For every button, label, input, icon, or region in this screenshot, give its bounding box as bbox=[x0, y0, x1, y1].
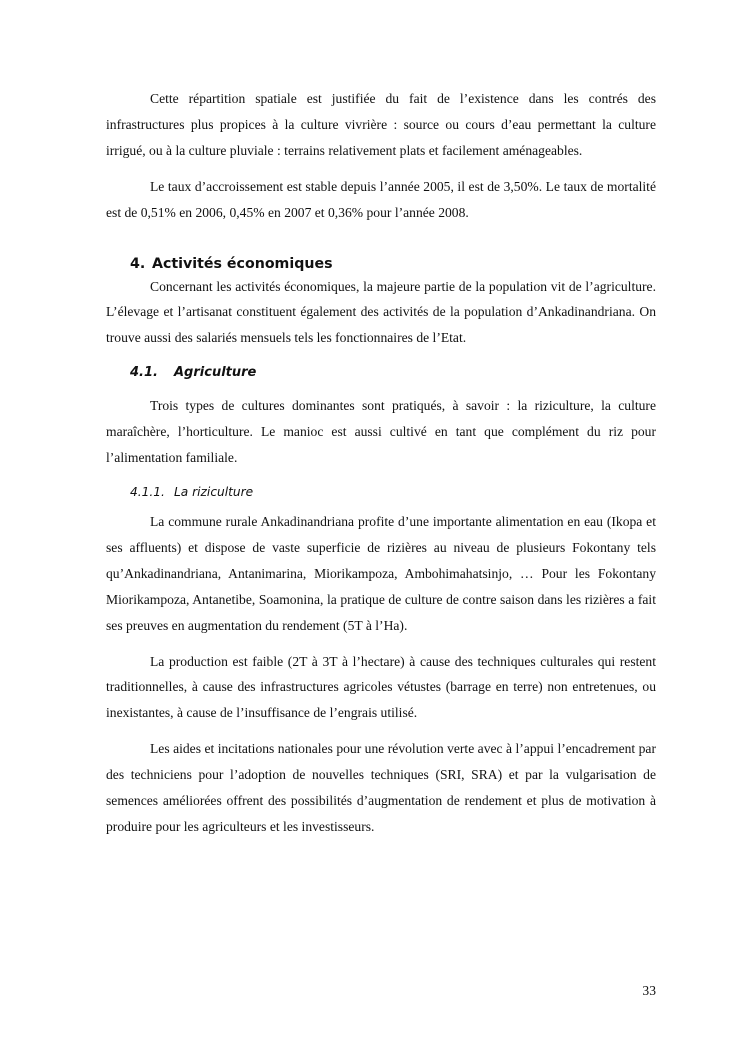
intro-paragraph-1: Cette répartition spatiale est justifiée du fait de l’existence dans les contrés des infrastructures plus propices à la culture vivrière : source ou cours d’eau permettant la culture irrigué, ou à la culture pluviale : terrains relativement plats et facilement aménageables. bbox=[106, 91, 656, 158]
riziculture-paragraph-1: La commune rurale Ankadinandriana profite d’une importante alimentation en eau (Ikopa et ses affluents) et dispose de vaste superficie de rizières au niveau de plusieurs Fokontany tels qu’Ankadinandriana, Antanimarina, Miorikampoza, Ambohimahatsinjo, … Pour les Fokontany Miorikampoza, Antanetibe, Soamonina, la pratique de culture de contre saison dans les rizières a fait ses preuves en augmentation du rendement (5T à l’Ha). bbox=[106, 513, 656, 633]
section-heading-activites bbox=[106, 254, 656, 274]
riziculture-paragraph-2: La production est faible (2T à 3T à l’hectare) à cause des techniques culturales qui restent traditionnelles, à cause des infrastructures agricoles vétustes (barrage en terre) non entretenues, ou inexistantes, à cause de l’insuffisance de l’engrais utilisé. bbox=[106, 653, 656, 721]
section-title: Activités économiques bbox=[152, 255, 333, 272]
section-number: 4. bbox=[130, 255, 146, 272]
riziculture-paragraph-3: Les aides et incitations nationales pour une révolution verte avec à l’appui l’encadrement par des techniciens pour l’adoption de nouvelles techniques (SRI, SRA) et par la vulgarisation de semences améliorées offrent des possibilités d’augmentation de rendement et plus de motivation à produire pour les agriculteurs et les investisseurs. bbox=[106, 741, 656, 834]
subsubsection-title: La riziculture bbox=[174, 484, 254, 499]
subsection-title: Agriculture bbox=[174, 365, 257, 381]
subsection-heading-agriculture bbox=[106, 361, 656, 385]
section-4-1-paragraph: Trois types de cultures dominantes sont pratiqués, à savoir : la riziculture, la culture maraîchère, l’horticulture. Le manioc est aussi cultivé en tant que complément du riz pour l’alimentation familiale. bbox=[106, 398, 656, 466]
section-4-paragraph: Concernant les activités économiques, la majeure partie de la population vit de l’agriculture. L’élevage et l’artisanat constituent également des activités de la population d’Ankadinandriana. On trouve aussi des salariés mensuels tels les fonctionnaires de l’Etat. bbox=[106, 278, 656, 346]
subsection-number: 4.1. bbox=[130, 365, 158, 381]
subsubsection-heading-riziculture bbox=[106, 481, 656, 503]
document-page bbox=[106, 86, 656, 850]
intro-paragraph-2: Le taux d’accroissement est stable depuis l’année 2005, il est de 3,50%. Le taux de mortalité est de 0,51% en 2006, 0,45% en 2007 et 0,36% pour l’année 2008. bbox=[106, 178, 656, 220]
subsubsection-number: 4.1.1. bbox=[130, 484, 165, 499]
page-number: 33 bbox=[642, 983, 656, 998]
